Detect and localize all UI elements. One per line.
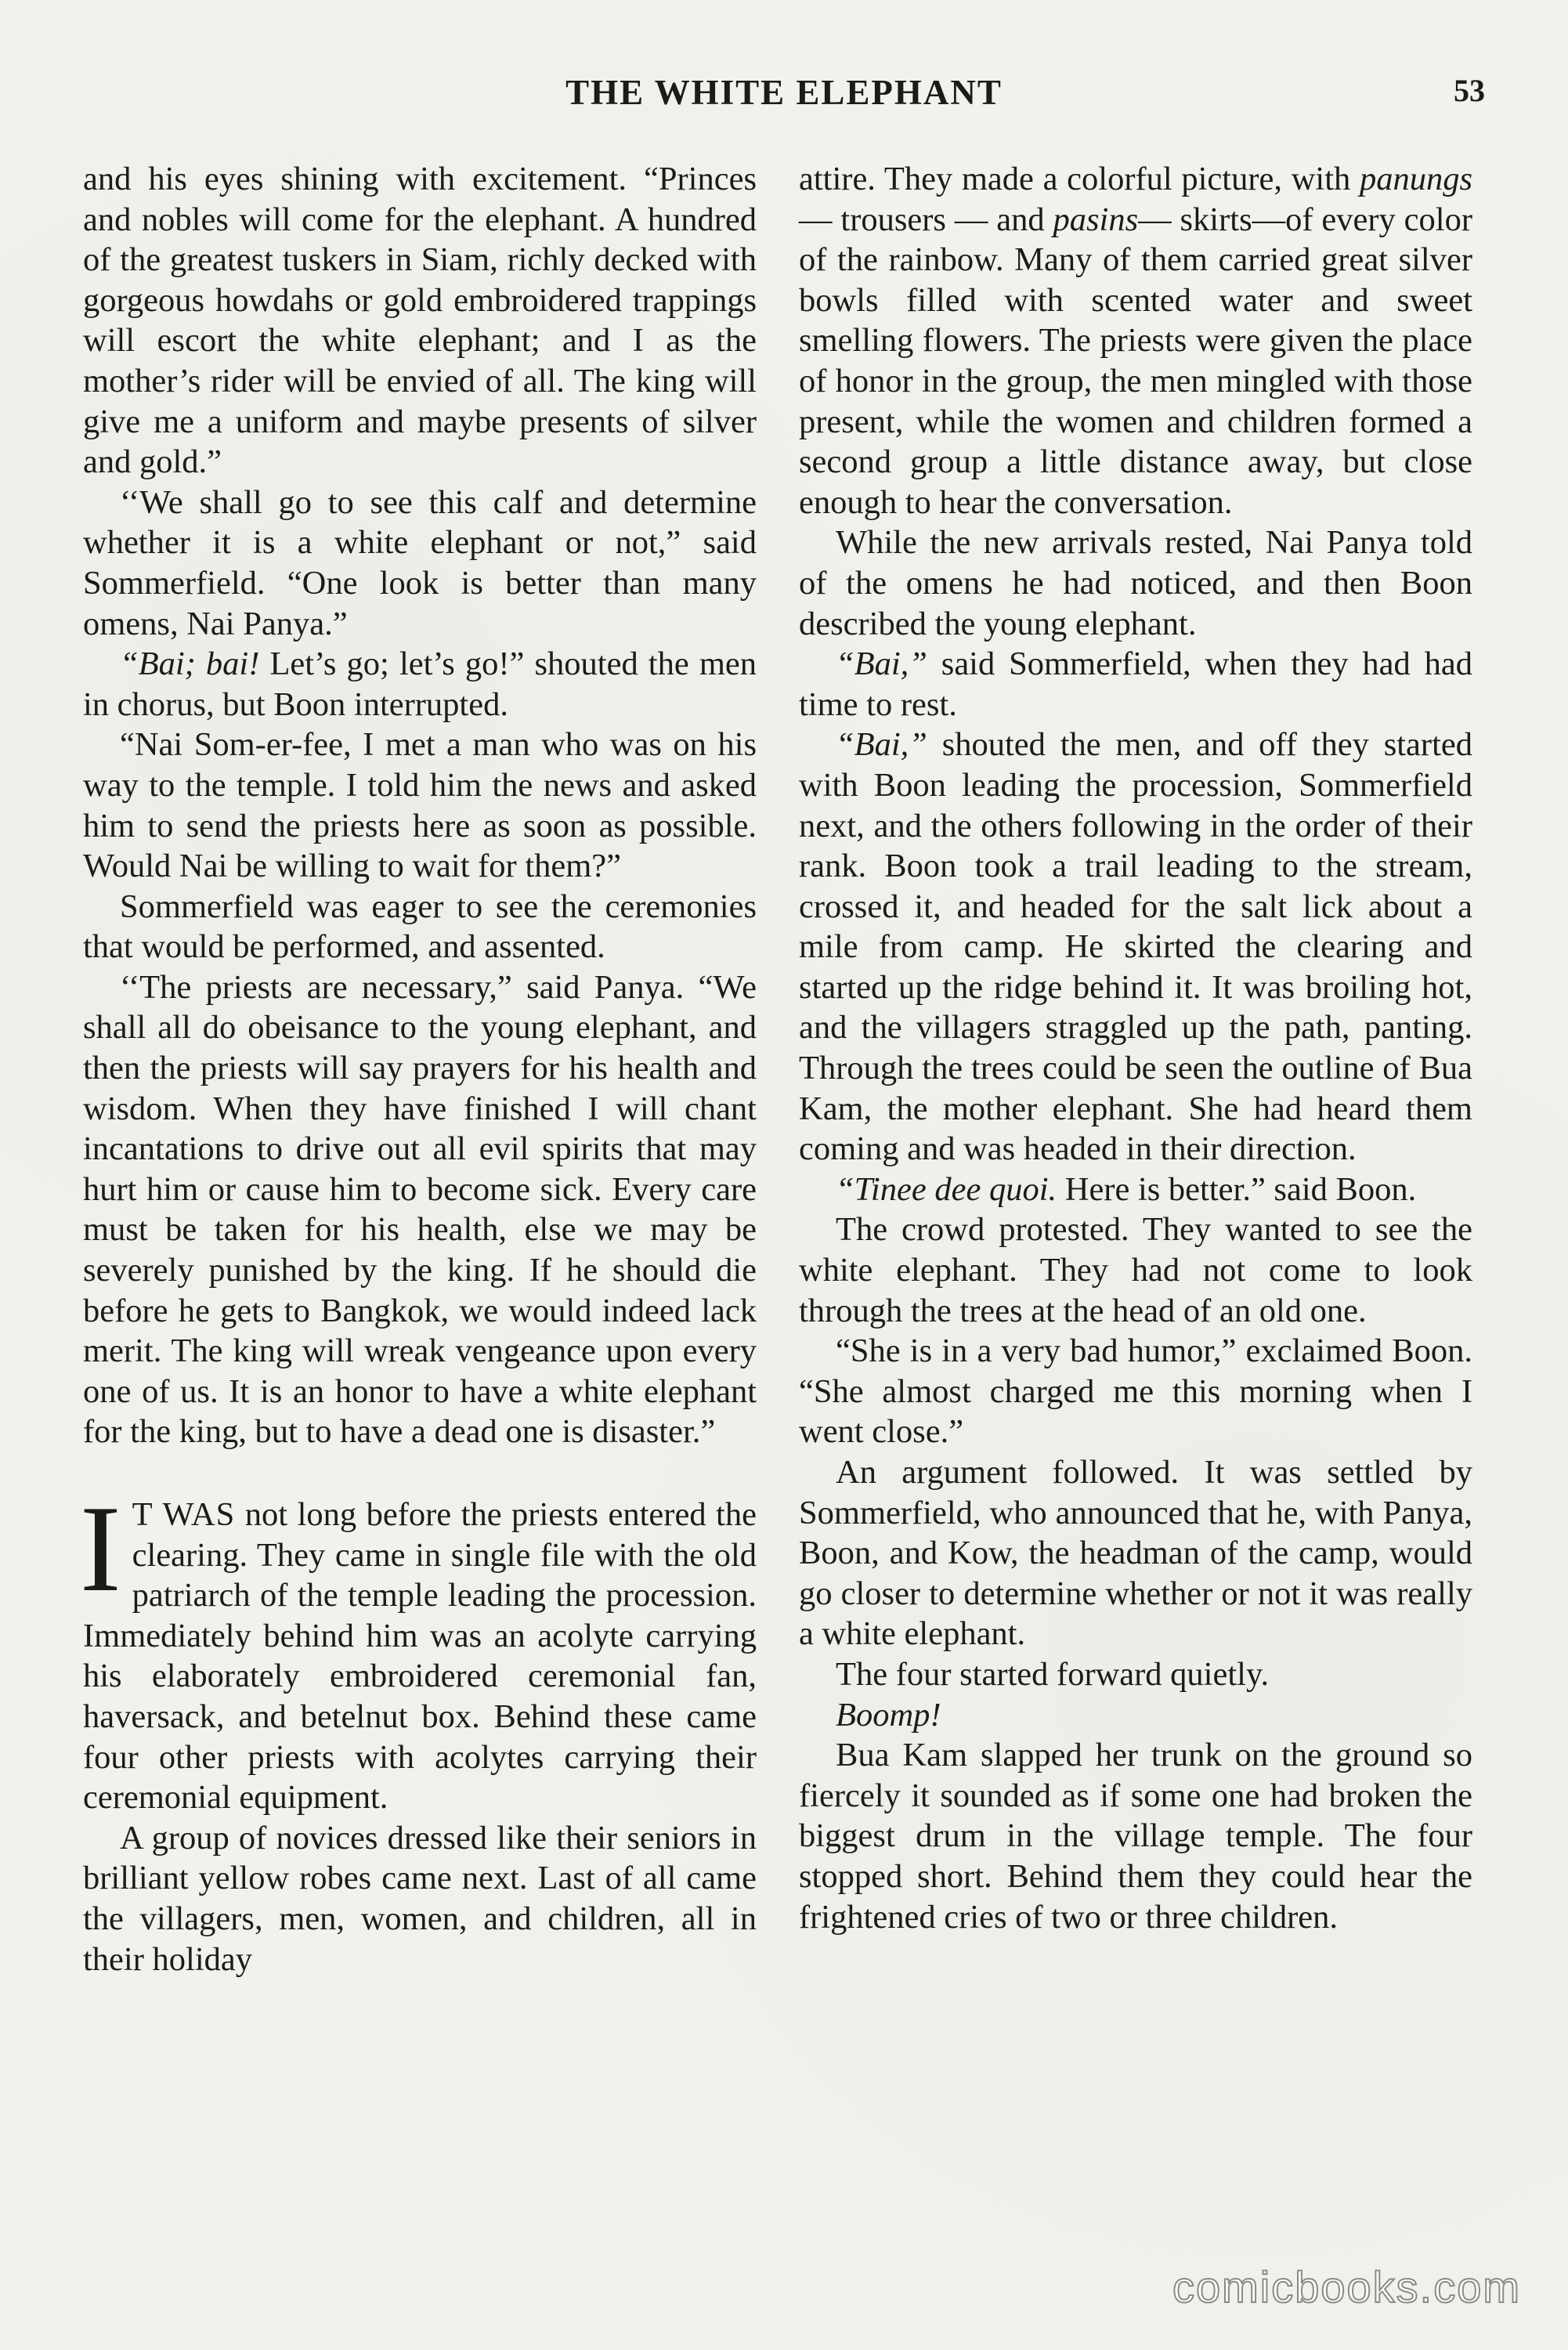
paragraph: “Nai Som-er-fee, I met a man who was on his way to the temple. I told him the news and asked him to send the priests here as soon as possible. Would Nai be willing to wait for them?” xyxy=(83,726,757,885)
paragraph-text: Let’s go; let’s go!” shouted the men in chorus, but Boon interrupted. xyxy=(83,645,757,723)
watermark: comicbooks.com xyxy=(1172,2262,1521,2312)
italic-phrase: “Bai,” xyxy=(836,645,927,683)
paragraph-text: said Sommerfield, when they had had time to rest. xyxy=(799,645,1472,723)
paragraph: While the new arrivals rested, Nai Panya told of the omens he had noticed, and then Boon described the young elephant. xyxy=(799,524,1472,642)
paragraph: An argument followed. It was settled by Sommerfield, who announced that he, with Panya, Boon, and Kow, the headman of the camp, would go closer to determine whether or not it was really a white elephant. xyxy=(799,1454,1472,1653)
italic-word: pasins xyxy=(1053,201,1139,238)
italic-phrase: Boomp! xyxy=(836,1696,941,1734)
paragraph: A group of novices dressed like their seniors in brilliant yellow robes came next. Last of all came the villagers, men, women, and children, all in their holiday xyxy=(83,1819,757,1978)
paragraph-text: shouted the men, and off they started with Boon leading the procession, Sommerfield next, and the others following in the order of their rank. Boon took a trail leading to the stream, crossed it, and headed for the salt lick about a mile from camp. He skirted the clearing and started up the ridge behind it. It was broiling hot, and the villagers straggled up the path, panting. Through the trees could be seen the outline of Bua Kam, the mother elephant. She had heard them coming and was headed in their direction. xyxy=(799,726,1472,1168)
paragraph xyxy=(799,644,1472,725)
paragraph xyxy=(83,644,757,725)
paragraph: and his eyes shining with excitement. “Princes and nobles will come for the elephant. A hundred of the greatest tuskers in Siam, richly decked with gorgeous howdahs or gold embroidered trappings will escort the white elephant; and I as the mother’s rider will be envied of all. The king will give me a uniform and maybe presents of silver and gold.” xyxy=(83,161,757,481)
paragraph-text: attire. They made a colorful picture, with xyxy=(799,161,1360,197)
paragraph: Sommerfield was eager to see the ceremonies that would be performed, and assented. xyxy=(83,888,757,966)
lead-caps: T WAS xyxy=(132,1496,236,1533)
paragraph-text: — trousers — and xyxy=(799,201,1053,238)
running-title: THE WHITE ELEPHANT xyxy=(565,73,1003,112)
left-column xyxy=(80,159,757,1979)
paragraph xyxy=(799,725,1472,1170)
paragraph xyxy=(799,1170,1472,1210)
italic-word: panungs xyxy=(1359,161,1472,197)
paragraph xyxy=(799,159,1472,522)
paragraph: Bua Kam slapped her trunk on the ground so fiercely it sounded as if some one had broken the biggest drum in the village temple. The four stopped short. Behind them they could hear the frightened cries of two or three children. xyxy=(799,1737,1472,1936)
paragraph: The four started forward quietly. xyxy=(836,1655,1270,1693)
running-head xyxy=(0,72,1568,119)
paragraph: “She is in a very bad humor,” exclaimed Boon. “She almost charged me this morning when I went close.” xyxy=(799,1332,1472,1451)
paragraph: ‘‘The priests are necessary,” said Panya. “We shall all do obeisance to the young elephant, and then the priests will say prayers for his health and wisdom. When they have finished I will chant incantations to drive out all evil spirits that may hurt him or cause him to become sick. Every care must be taken for his health, else we may be severely punished by the king. If he should die before he gets to Bangkok, we would indeed lack merit. The king will wreak vengeance upon every one of us. It is an honor to have a white elephant for the king, but to have a dead one is disaster.” xyxy=(83,968,757,1451)
italic-phrase: “Tinee dee quoi. xyxy=(836,1170,1057,1208)
paragraph-text: not long before the priests entered the clearing. They came in single file with the old patriarch of the temple leading the procession. Immediately behind him was an acolyte carrying his elaborately embroidered ceremonial fan, haversack, and betelnut box. Behind these came four other priests with acolytes carrying their ceremonial equipment. xyxy=(83,1496,757,1817)
right-column xyxy=(799,159,1472,1937)
paragraph: ‘‘We shall go to see this calf and determine whether it is a white elephant or not,” said Sommerfield. “One look is better than many omens, Nai Panya.” xyxy=(83,483,757,642)
italic-phrase: “Bai,” xyxy=(836,726,927,764)
paragraph: The crowd protested. They wanted to see the white elephant. They had not come to look through the trees at the head of an old one. xyxy=(799,1211,1472,1329)
paragraph-text: — skirts—of every color of the rainbow. Many of them carried great silver bowls filled with scented water and sweet smelling flowers. The priests were given the place of honor in the group, the men mingled with those present, while the women and children formed a second group a little distance away, but close enough to hear the conversation. xyxy=(799,201,1472,521)
italic-phrase: “Bai; bai! xyxy=(120,645,260,683)
paragraph xyxy=(799,1695,1472,1736)
paragraph-dropcap xyxy=(80,1480,757,1818)
page-number: 53 xyxy=(1454,73,1485,108)
paragraph-text: Here is better.” said Boon. xyxy=(1057,1170,1417,1208)
drop-cap: I xyxy=(80,1480,121,1618)
